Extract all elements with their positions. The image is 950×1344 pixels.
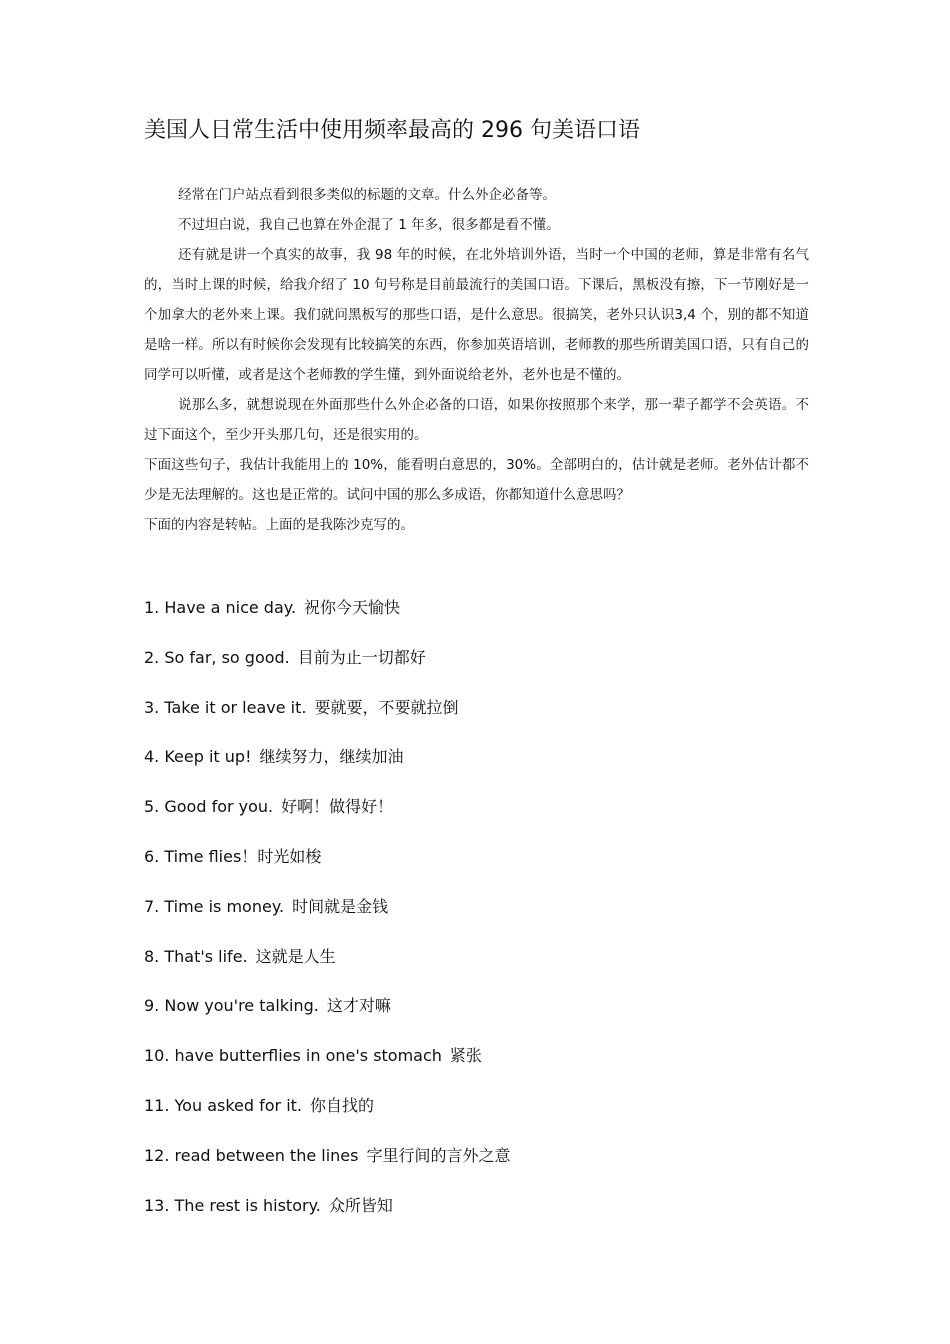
phrase-chinese: 这才对嘛 — [326, 996, 391, 1016]
intro-paragraph: 还有就是讲一个真实的故事，我 98 年的时候，在北外培训外语，当时一个中国的老师，算是非常有名气的，当时上课的时候，给我介绍了 10 句号称是目前最流行的美国口语。下课后，黑板没有擦，下一节刚好是一个加拿大的老外来上课。我们就问黑板写的那些口语，是什么意思。很搞笑，老外只认识3,4 个，别的都不知道是啥一样。所以有时候你会发现有比较搞笑的东西，你参加英语培训，老师教的那些所谓美国口语，只有自己的同学可以听懂，或者是这个老师教的学生懂，到外面说给老外，老外也是不懂的。 — [144, 247, 809, 383]
phrase-chinese: 你自找的 — [310, 1095, 375, 1115]
phrase-english: 13. The rest is history. — [144, 1195, 321, 1215]
phrase-chinese: 这就是人生 — [255, 946, 336, 966]
phrase-english: 9. Now you're talking. — [144, 996, 319, 1016]
list-item — [144, 891, 809, 941]
phrase-chinese: 时间就是金钱 — [292, 896, 389, 916]
list-item — [144, 990, 809, 1040]
phrase-chinese: 时光如梭 — [257, 846, 322, 866]
phrase-list — [144, 592, 809, 1239]
list-item — [144, 1140, 809, 1190]
list-item — [144, 592, 809, 642]
intro-paragraph: 不过坦白说，我自己也算在外企混了 1 年多，很多都是看不懂。 — [178, 217, 560, 233]
list-item — [144, 1090, 809, 1140]
list-item — [144, 692, 809, 742]
page-title: 美国人日常生活中使用频率最高的 296 句美语口语 — [144, 118, 640, 143]
phrase-chinese: 好啊！做得好！ — [281, 797, 394, 817]
list-item — [144, 791, 809, 841]
intro-section — [144, 180, 809, 540]
phrase-english: 3. Take it or leave it. — [144, 697, 307, 717]
phrase-english: 4. Keep it up! — [144, 747, 252, 767]
phrase-english: 5. Good for you. — [144, 797, 274, 817]
phrase-chinese: 目前为止一切都好 — [297, 647, 426, 667]
list-item — [144, 741, 809, 791]
intro-paragraph: 下面的内容是转帖。上面的是我陈沙克写的。 — [144, 517, 414, 533]
list-item — [144, 1040, 809, 1090]
intro-paragraph: 经常在门户站点看到很多类似的标题的文章。什么外企必备等。 — [178, 187, 556, 203]
phrase-chinese: 要就要，不要就拉倒 — [314, 697, 459, 717]
phrase-english: 6. Time flies！ — [144, 846, 258, 866]
phrase-chinese: 字里行间的言外之意 — [366, 1145, 511, 1165]
phrase-chinese: 继续努力，继续加油 — [259, 747, 404, 767]
phrase-chinese: 祝你今天愉快 — [304, 598, 401, 617]
phrase-english: 10. have butterflies in one's stomach — [144, 1046, 442, 1066]
phrase-english: 1. Have a nice day. — [144, 598, 297, 617]
list-item — [144, 1190, 809, 1240]
phrase-english: 7. Time is money. — [144, 896, 285, 916]
list-item — [144, 642, 809, 692]
intro-paragraph: 说那么多，就想说现在外面那些什么外企必备的口语，如果你按照那个来学，那一辈子都学不会英语。不过下面这个，至少开头那几句，还是很实用的。 — [144, 397, 809, 443]
phrase-chinese: 紧张 — [449, 1046, 482, 1066]
list-item — [144, 841, 809, 891]
intro-paragraph: 下面这些句子，我估计我能用上的 10%，能看明白意思的，30%。全部明白的，估计就是老师。老外估计都不少是无法理解的。这也是正常的。试问中国的那么多成语，你都知道什么意思吗？ — [144, 457, 809, 503]
phrase-english: 12. read between the lines — [144, 1145, 359, 1165]
phrase-english: 8. That's life. — [144, 946, 248, 966]
list-item — [144, 941, 809, 991]
phrase-english: 2. So far, so good. — [144, 647, 290, 667]
phrase-english: 11. You asked for it. — [144, 1095, 303, 1115]
phrase-chinese: 众所皆知 — [328, 1195, 393, 1215]
